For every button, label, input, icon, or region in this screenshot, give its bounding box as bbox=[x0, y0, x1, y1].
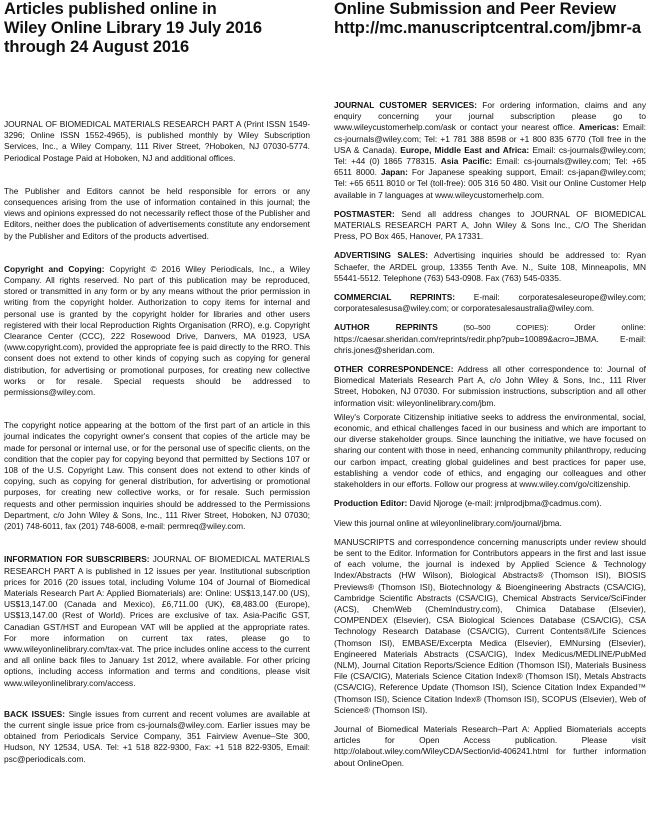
cs-text: For ordering information, claims and any enquiry concerning your journal subscription please go to www.wileycustomerhelp.com/ask or contact your nearest office. bbox=[334, 100, 646, 133]
postmaster-paragraph bbox=[334, 209, 646, 243]
author-reprints-text: Order online: https://caesar.sheridan.com/reprints/redir.php?pub=10089&acro=JBMA. E-mail: chris.jones@sheridan.com. bbox=[334, 322, 647, 355]
articles-heading bbox=[4, 0, 310, 57]
author-reprints-range: (50–500 COPIES): bbox=[437, 323, 575, 333]
author-reprints-label: AUTHOR REPRINTS bbox=[334, 322, 438, 333]
view-online-paragraph: View this journal online at wileyonlinelibrary.com/journal/jbma. bbox=[334, 517, 562, 528]
cs-europe-label: Europe, Middle East and Africa: bbox=[400, 144, 530, 155]
cs-americas: Email: cs-journals@wiley.com; Tel: +1 781 388 8598 or +1 800 835 6770 (Toll free in the USA & Canada). bbox=[334, 122, 646, 155]
left-column bbox=[4, 0, 310, 765]
cs-japan: For Japanese speaking support, Email: cs-japan@wiley.com; Tel: +65 6511 8010 or Tel (toll-free): 005 316 50 480. Visit our Online Customer Help available in 7 languages at www.wileycustomerhelp.com. bbox=[334, 167, 646, 200]
advertising-text: Advertising inquiries should be addressed to: Ryan Schaefer, the ARDEL group, 13355 Tenth Ave. N., Suite 108, Minneapolis, MN 55441-5512. Telephone (763) 543-0908. Fax (763) 545-0335. bbox=[334, 250, 647, 283]
commercial-reprints-text: E-mail: corporatesaleseurope@wiley.com; corporatesalesusa@wiley.com; or corporatesalesaustralia@wiley.com. bbox=[334, 292, 646, 314]
author-reprints-paragraph bbox=[334, 322, 646, 356]
other-correspondence-paragraph bbox=[334, 364, 646, 409]
copyright-paragraph bbox=[4, 264, 310, 398]
cs-americas-label: Americas: bbox=[578, 122, 620, 133]
other-correspondence-label: OTHER CORRESPONDENCE: bbox=[334, 364, 454, 375]
back-issues-label: BACK ISSUES: bbox=[4, 708, 66, 719]
other-correspondence-text: Address all other correspondence to: Journal of Biomedical Materials Research Part A, c/o John Wiley & Sons, Inc., 111 River Street, Hoboken, NJ 07030. For submission instructions, subscription and all other information visit: wileyonlinelibrary.com/jbm. bbox=[334, 364, 646, 408]
heading-line: Wiley Online Library 19 July 2016 bbox=[4, 19, 262, 37]
journal-info-paragraph: JOURNAL OF BIOMEDICAL MATERIALS RESEARCH PART A (Print ISSN 1549-3296; Online ISSN 1552-4965), is published monthly by Wiley Subscription Services, Inc., a Wiley Company, 111 River Street, ?Hoboken, NJ 07030-5774. Periodical Postage Paid at Hoboken, NJ and additional offices. bbox=[4, 119, 310, 163]
copyright-text: Copyright © 2016 Wiley Periodicals, Inc., a Wiley Company. All rights reserved. No part of this publication may be reproduced, stored or transmitted in any form or by any means without the prior permission in writing from the copyright holder. Authorization to copy items for internal and personal use is granted by the copyright holder for libraries and other users registered with their local Reproduction Rights Organisation (RRO), e.g. Copyright Clearance Center (CCC), 222 Rosewood Drive, Danvers, MA 01923, USA (www.copyright.com), provided the appropriate fee is paid directly to the RRO. This consent does not extend to other kinds of copying such as copying for general distribution, for advertising or promotional purposes, for creating new collective works or for resale. Special requests should be addressed to permissions@wiley.com. bbox=[4, 263, 310, 398]
submission-heading bbox=[334, 0, 646, 38]
heading-line: Online Submission and Peer Review bbox=[334, 0, 616, 18]
copyright-notice-paragraph: The copyright notice appearing at the bottom of the first part of an article in this journal indicates the copyright owner's consent that copies of the article may be made for personal or internal use, or for the personal use of specific clients, on the condition that the copier pay for copying beyond that permitted by Sections 107 or 108 of the U.S. Copyright Law. This consent does not extend to other kinds of copying, such as copying for general distribution, for advertising or promotional purposes, for creating new collective works, or for resale. Such permission requests and other permission inquiries should be addressed to the Permissions Department, c/o John Wiley & Sons, Inc., 111 River Street, Hoboken, NJ 07030; (201) 748-6011, fax (201) 748-6008, e-mail: permreq@wiley.com. bbox=[4, 420, 310, 532]
cs-asia: Email: cs-journals@wiley.com; Tel: +65 6511 8000. bbox=[334, 156, 646, 178]
cs-japan-label: Japan: bbox=[380, 167, 408, 178]
subscribers-label: INFORMATION FOR SUBSCRIBERS: bbox=[4, 554, 150, 565]
manuscripts-paragraph: MANUSCRIPTS and correspondence concerning manuscripts under review should be sent to the Editor. Information for Contributors appears in the first and last issue of each volume, the journal is indexed by Applied Science & Technology Index/Abstracts (HW Wilson), Biological Abstracts® (Thomson ISI), BIOSIS Previews® (Thomson ISI), Biotechnology & Bioengineering Abstracts (CSA/CIG), Cambridge Scientific Abstracts (CSA/CIG), Chemical Abstracts Service/SciFinder (ACS), ChemWeb (ChemIndustry.com), Chimica Database (Elsevier), COMPENDEX (Elsevier), CSA Biological Sciences Database (CSA/CIG), CSA Technology Research Database (CSA/CIG), Current Contents®/Life Sciences (Thomson ISI), EMBASE/Excerpta Medica (Elsevier), EMNursing (Elsevier), Engineered Materials Abstracts (CSA/CIG), Index Medicus/MEDLINE/PubMed (NLM), Journal Citation Reports/Science Edition (Thomson ISI), Materials Business File (CSA/CIG), Materials Science Citation Index® (Thomson ISI), Metals Abstracts (CSA/CIG), Reference Update (Thomson ISI), Science Citation Index Expanded™ (Thomson ISI), Science Citation Index® (Thomson ISI), SCOPUS (Elsevier), Web of Science® (Thomson ISI). bbox=[334, 536, 646, 715]
cs-asia-label: Asia Pacific: bbox=[440, 156, 493, 167]
advertising-paragraph bbox=[334, 250, 646, 284]
right-column bbox=[334, 0, 646, 769]
postmaster-text: Send all address changes to JOURNAL OF BIOMEDICAL MATERIALS RESEARCH PART A, John Wiley & Sons Inc., C/O The Sheridan Press, PO Box 465, Hanover, PA 17331. bbox=[334, 208, 646, 242]
commercial-reprints-label: COMMERCIAL REPRINTS: bbox=[334, 292, 456, 303]
commercial-reprints-paragraph bbox=[334, 292, 646, 314]
back-issues-paragraph bbox=[4, 709, 310, 765]
heading-line: through 24 August 2016 bbox=[4, 38, 190, 56]
subscribers-paragraph bbox=[4, 554, 310, 688]
open-access-paragraph: Journal of Biomedical Materials Research–Part A: Applied Biomaterials accepts articles for Open Access publication. Please visit http://olabout.wiley.com/WileyCDA/Section/id-406241.html for further information about OnlineOpen. bbox=[334, 723, 646, 768]
submission-url: http://mc.manuscriptcentral.com/jbmr-a bbox=[334, 19, 642, 37]
subscribers-text: JOURNAL OF BIOMEDICAL MATERIALS RESEARCH PART A is published in 12 issues per year. Institutional subscription prices for 2016 (20 issues total, including Volume 104 of Journal of Biomedical Materials Research Part A: Applied Biomaterials) are: Online: US$13,147.00 (US), US$13,147.00 (Canada and Mexico), £6,711.00 (UK), €8,483.00 (Europe), US$13,147.00 (Rest of World). Prices are exclusive of tax. Asia-Pacific GST, Canadian GST/HST and European VAT will be applied at the appropriate rates. For more information on current tax rates, please go to www.wileyonlinelibrary.com/tax-vat. The price includes online access to the current and all online back files to January 1st 2012, where available. For other pricing options, including access information and terms and conditions, please visit www.wileyonlinelibrary.com/access. bbox=[4, 554, 310, 688]
postmaster-label: POSTMASTER: bbox=[334, 208, 395, 219]
heading-line: Articles published online in bbox=[4, 0, 217, 18]
copyright-label: Copyright and Copying: bbox=[4, 263, 105, 274]
customer-services-paragraph bbox=[334, 100, 646, 201]
citizenship-paragraph: Wiley's Corporate Citizenship initiative seeks to address the environmental, social, economic, and ethical challenges faced in our business and which are important to our diverse stakeholder groups. Since launching the initiative, we have focused on sharing our content with those in need, enhancing community philanthropy, reducing our carbon impact, creating global guidelines and best practices for paper use, establishing a vendor code of ethics, and engaging our colleagues and other stakeholders in our efforts. Follow our progress at www.wiley.com/go/citizenship. bbox=[334, 411, 646, 490]
disclaimer-paragraph: The Publisher and Editors cannot be held responsible for errors or any consequences arising from the use of information contained in this journal; the views and opinions expressed do not necessarily reflect those of the Publisher and Editors, neither does the publication of advertisements constitute any endorsement by the Publisher and Editors of the products advertised. bbox=[4, 185, 310, 241]
production-editor-paragraph bbox=[334, 498, 646, 509]
cs-europe: Email: cs-journals@wiley.com; Tel: +44 (0) 1865 778315. bbox=[334, 144, 646, 167]
cs-label: JOURNAL CUSTOMER SERVICES: bbox=[334, 100, 478, 110]
advertising-label: ADVERTISING SALES: bbox=[334, 250, 428, 261]
production-editor-label: Production Editor: bbox=[334, 498, 408, 509]
back-issues-text: Single issues from current and recent volumes are available at the current single issue price from cs-journals@wiley.com. Earlier issues may be obtained from Periodicals Service Company, 351 Fairview Avenue–Ste 300, Hudson, NY 12534, USA. Tel: +1 518 822-9300, Fax: +1 518 822-9305, Email: psc@periodicals.com. bbox=[4, 708, 310, 764]
production-editor-text: David Njoroge (e-mail: jrnlprodjbma@cadmus.com). bbox=[407, 498, 602, 509]
